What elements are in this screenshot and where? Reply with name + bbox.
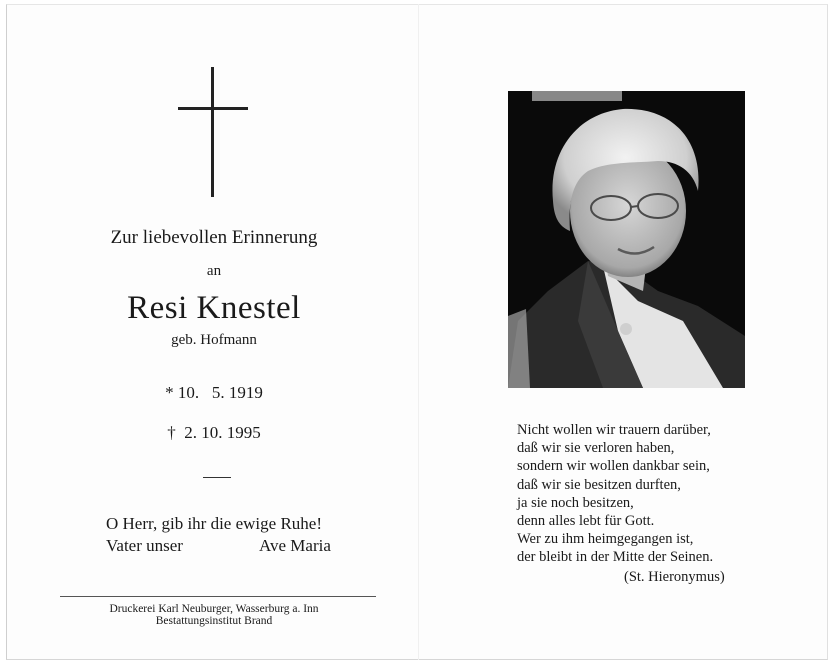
poem-line: der bleibt in der Mitte der Seinen.	[517, 549, 714, 566]
vater-unser-text: Vater unser	[106, 536, 183, 555]
poem-line: sondern wir wollen dankbar sein,	[517, 458, 710, 475]
maiden-name: geb. Hofmann	[171, 332, 257, 348]
printer-line-2: Bestattungsinstitut Brand	[155, 615, 273, 627]
ave-maria-text: Ave Maria	[259, 536, 331, 555]
prayer-text: O Herr, gib ihr die ewige Ruhe!	[105, 514, 322, 533]
card-fold	[418, 4, 419, 660]
poem-line: Nicht wollen wir trauern darüber,	[517, 422, 711, 438]
poem-line: daß wir sie besitzen durften,	[517, 476, 681, 493]
footer-rule	[60, 596, 376, 597]
an-text: an	[206, 263, 222, 279]
separator-line	[203, 477, 231, 478]
intro-text: Zur liebevollen Erinnerung	[110, 227, 318, 248]
poem-source: (St. Hieronymus)	[624, 569, 725, 585]
portrait-illustration	[508, 91, 745, 388]
poem-line: Wer zu ihm heimgegangen ist,	[517, 531, 694, 548]
portrait-photo	[508, 91, 745, 388]
deceased-name: Resi Knestel	[127, 290, 301, 326]
birth-date: * 10. 5. 1919	[165, 383, 263, 402]
poem	[517, 421, 713, 567]
printer-line-1: Druckerei Karl Neuburger, Wasserburg a. Inn	[109, 603, 319, 615]
death-date: † 2. 10. 1995	[167, 423, 261, 442]
poem-line: daß wir sie verloren haben,	[517, 440, 675, 457]
poem-line: ja sie noch besitzen,	[517, 494, 634, 511]
poem-line: denn alles lebt für Gott.	[517, 513, 655, 530]
